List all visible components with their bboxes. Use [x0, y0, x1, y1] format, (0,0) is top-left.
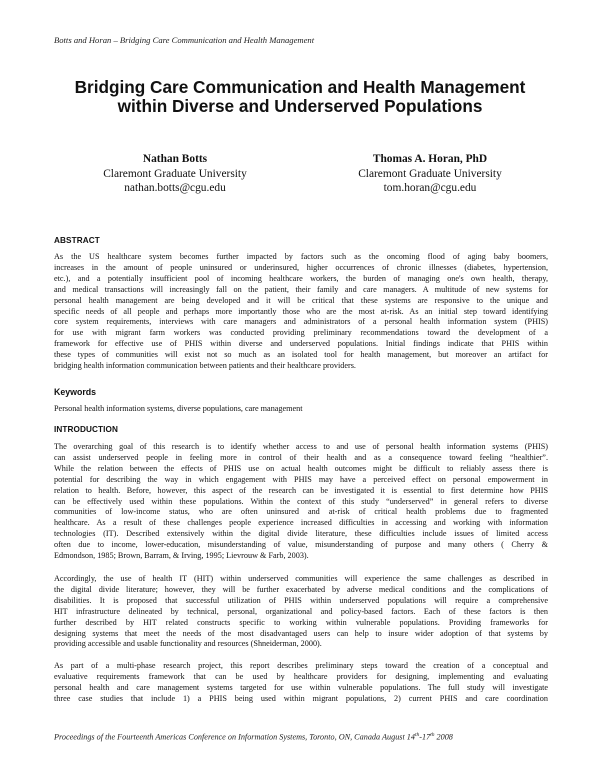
- author-email: tom.horan@cgu.edu: [383, 182, 477, 194]
- intro-paragraph-3: [54, 661, 548, 705]
- text-line: three case studies that include 1) a PHIS being used within migrant populations, 2) current PHIS and care coordination: [54, 693, 548, 703]
- text-line: Accordingly, the use of health IT (HIT) within underserved communities will experience the same challenges as described in: [54, 574, 548, 583]
- text-line: providing accessible and usable functionality and resources (Shneiderman, 2000).: [54, 639, 322, 649]
- text-line: The overarching goal of this research is to identify whether access to and use of personal health information systems (PHIS): [54, 442, 548, 451]
- footer-sup-th: th: [414, 732, 420, 738]
- title-line: Bridging Care Communication and Health Management: [74, 77, 526, 97]
- text-line: these types of communities will exist not so much as an isolated tool for health management, but moreover an artifact for: [54, 350, 548, 360]
- text-line: and medical transactions will increasingly fall on the patient, their family and care managers. A multitude of new systems for: [54, 284, 548, 294]
- page-footer: [54, 732, 453, 742]
- text-line: While the relation between the effects of PHIS use on actual health outcomes might be difficult to reliably assess there is: [54, 463, 548, 473]
- text-line: can assist underserved people in feeling more in control of their health and as a consequence toward feeling “healthier”.: [54, 452, 548, 462]
- text-line: personal health and care management systems targeted for use within vulnerable populations. The full study will investigate: [54, 682, 548, 692]
- text-line: designing systems that meet the needs of the most disadvantaged users can help to insure wider adoption of that systems by: [54, 628, 548, 638]
- text-line: etc.), and a potentially insufficient pool of incoming healthcare workers, the burden of managing one's own health, therapy,: [54, 273, 548, 283]
- author-affiliation: Claremont Graduate University: [103, 167, 247, 180]
- text-line: specific needs of all people and perhaps more importantly those who are the most at-risk. As an initial step toward identifying: [54, 306, 548, 316]
- paper-title: [40, 78, 560, 116]
- text-line: As the US healthcare system becomes further impacted by factors such as the oncoming flood of aging baby boomers,: [54, 252, 548, 261]
- text-line: personal health management are being developed and it will be critical that these systems are responsive to the unique and: [54, 295, 548, 305]
- text-line: can be effectively used within these populations. Within the context of this study “underserved” in general refers to diverse: [54, 496, 548, 506]
- text-line: often due to income, lower-education, misunderstanding of value, misunderstanding of purpose and many others ( Cherry &: [54, 540, 548, 550]
- text-line: communities of low-income status, who are often uninsured and at-risk of critical health problems due to fragmented: [54, 507, 548, 517]
- introduction-heading: INTRODUCTION: [54, 425, 118, 434]
- text-line: Personal health information systems, diverse populations, care management: [54, 404, 303, 413]
- text-line: framework for effective use of PHIS within diverse and underserved populations. Initial findings indicate that PHIS within: [54, 339, 548, 349]
- text-line: further described by HIT related constructs specific to working within vulnerable populations. Providing frameworks for: [54, 617, 548, 627]
- keywords-body: [54, 404, 548, 415]
- text-line: HIT infrastructure delineated by technical, personal, organizational and policy-based factors. Each of these factors is then: [54, 606, 548, 616]
- intro-paragraph-2: [54, 574, 548, 650]
- running-head: Botts and Horan – Bridging Care Communication and Health Management: [54, 35, 315, 45]
- text-line: evaluative requirements framework that can be used by healthcare providers for designing, implementing and evaluating: [54, 671, 548, 681]
- text-line: the digital divide literature; however, they will be further exacerbated by adverse medical conditions and the complications of: [54, 584, 548, 594]
- author-affiliation: Claremont Graduate University: [358, 167, 502, 180]
- author-block: [320, 152, 540, 196]
- text-line: relation to health. Before, however, this aspect of the research can be investigated it is essential to first determine how PHIS: [54, 485, 548, 495]
- abstract-heading: ABSTRACT: [54, 236, 100, 245]
- text-line: technologies (IT). Described extensively within the digital divide literature, these difficulties include issues of limited access: [54, 529, 548, 539]
- abstract-body: [54, 252, 548, 372]
- keywords-heading: Keywords: [54, 387, 97, 397]
- author-name: Nathan Botts: [142, 153, 208, 165]
- text-line: increases in the amount of people uninsured or underinsured, higher occurrences of chronic illnesses (diabetes, hypertension,: [54, 262, 548, 272]
- title-line: within Diverse and Underserved Populations: [117, 96, 483, 116]
- footer-suffix: 2008: [434, 732, 453, 742]
- text-line: bridging health information communication between patients and their healthcare providers.: [54, 361, 356, 371]
- text-line: As part of a multi-phase research project, this report describes preliminary steps toward the creation of a conceptual and: [54, 661, 548, 670]
- text-line: core system requirements, interviews with care managers and administrators of a personal health information system (PHIS): [54, 317, 548, 327]
- author-name: Thomas A. Horan, PhD: [372, 153, 488, 165]
- text-line: for use with migrant farm workers was conducted providing preliminary recommendations toward the development of a: [54, 328, 548, 338]
- author-email: nathan.botts@cgu.edu: [124, 182, 226, 194]
- text-line: disabilities. It is proposed that successful utilization of PHIS within underserved populations will require a comprehensive: [54, 595, 548, 605]
- text-line: Edmondson, 1985; Brown, Barram, & Irving, 1995; Lievrouw & Farb, 2003).: [54, 551, 309, 561]
- footer-mid: -17: [419, 732, 431, 742]
- author-block: [80, 152, 270, 196]
- footer-prefix: Proceedings of the Fourteenth Americas Conference on Information Systems, Toronto, ON, Canada August 14: [54, 732, 415, 742]
- intro-paragraph-1: [54, 442, 548, 562]
- text-line: potential for describing the way in which engagement with PHIS may have a perceived effect on personal empowerment in: [54, 474, 548, 484]
- footer-sup-th: th: [430, 732, 435, 738]
- text-line: healthcare. As a result of these challenges people experience increased difficulties in accessing and working with information: [54, 518, 548, 528]
